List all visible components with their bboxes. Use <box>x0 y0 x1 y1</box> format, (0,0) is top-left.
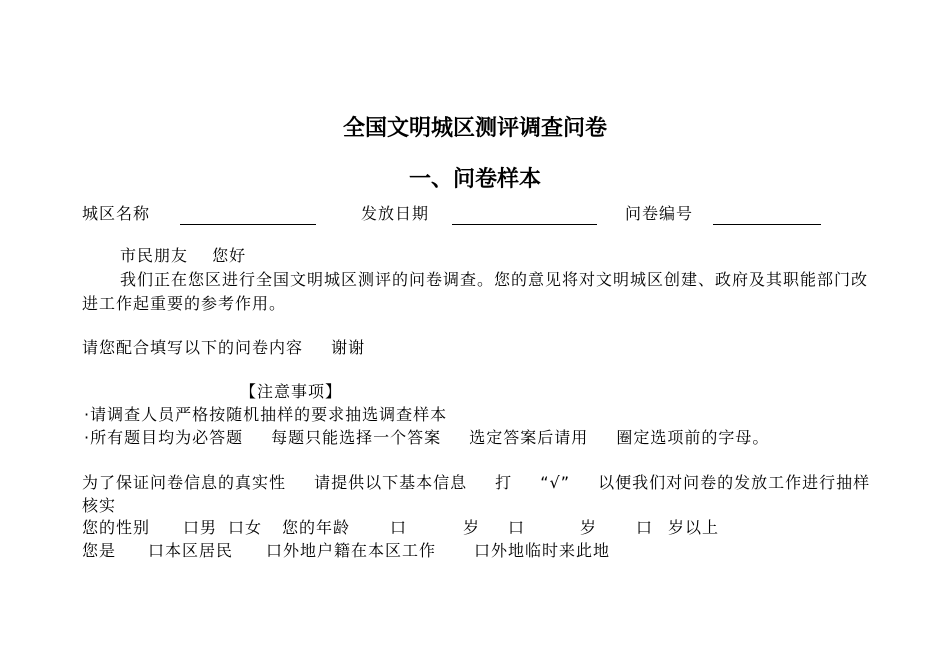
date-label: 发放日期 <box>361 204 430 223</box>
district-label: 城区名称 <box>82 204 151 223</box>
basic-info-paragraph: 为了保证问卷信息的真实性 请提供以下基本信息 打 “√” 以便我们对问卷的发放工作进行抽样核实 <box>82 473 871 515</box>
gender-label: 您的性别 <box>82 518 151 537</box>
section-title: 一、问卷样本 <box>408 167 541 192</box>
age-unit-3: 岁以上 <box>668 518 720 537</box>
resident-option-temporary[interactable]: 口外地临时来此地 <box>474 541 611 560</box>
district-input-line[interactable] <box>180 224 316 225</box>
notice-item-2: ·所有题目均为必答题 每题只能选择一个答案 选定答案后请用 圈定选项前的字母。 <box>84 428 770 447</box>
age-option-3[interactable]: 口 <box>636 518 654 537</box>
document-title: 全国文明城区测评调查问卷 <box>342 116 607 141</box>
request-line: 请您配合填写以下的问卷内容 谢谢 <box>82 338 366 357</box>
gender-male-option[interactable]: 口男 <box>183 518 218 537</box>
number-input-line[interactable] <box>713 224 821 225</box>
age-option-2[interactable]: 口 <box>508 518 526 537</box>
notice-item-1: ·请调查人员严格按随机抽样的要求抽选调查样本 <box>84 405 448 424</box>
gender-female-option[interactable]: 口女 <box>228 518 263 537</box>
resident-label: 您是 <box>82 541 117 560</box>
intro-paragraph: 我们正在您区进行全国文明城区测评的问卷调查。您的意见将对文明城区创建、政府及其职能部门改进工作起重要的参考作用。 <box>82 270 869 313</box>
notice-title: 【注意事项】 <box>240 382 343 401</box>
number-label: 问卷编号 <box>625 204 694 223</box>
age-unit-1: 岁 <box>463 518 481 537</box>
greeting: 市民朋友 您好 <box>120 246 247 265</box>
age-label: 您的年龄 <box>282 518 351 537</box>
resident-option-work[interactable]: 口外地户籍在本区工作 <box>266 541 437 560</box>
resident-option-local[interactable]: 口本区居民 <box>148 541 234 560</box>
age-option-1[interactable]: 口 <box>390 518 408 537</box>
date-input-line[interactable] <box>452 224 597 225</box>
age-unit-2: 岁 <box>580 518 598 537</box>
